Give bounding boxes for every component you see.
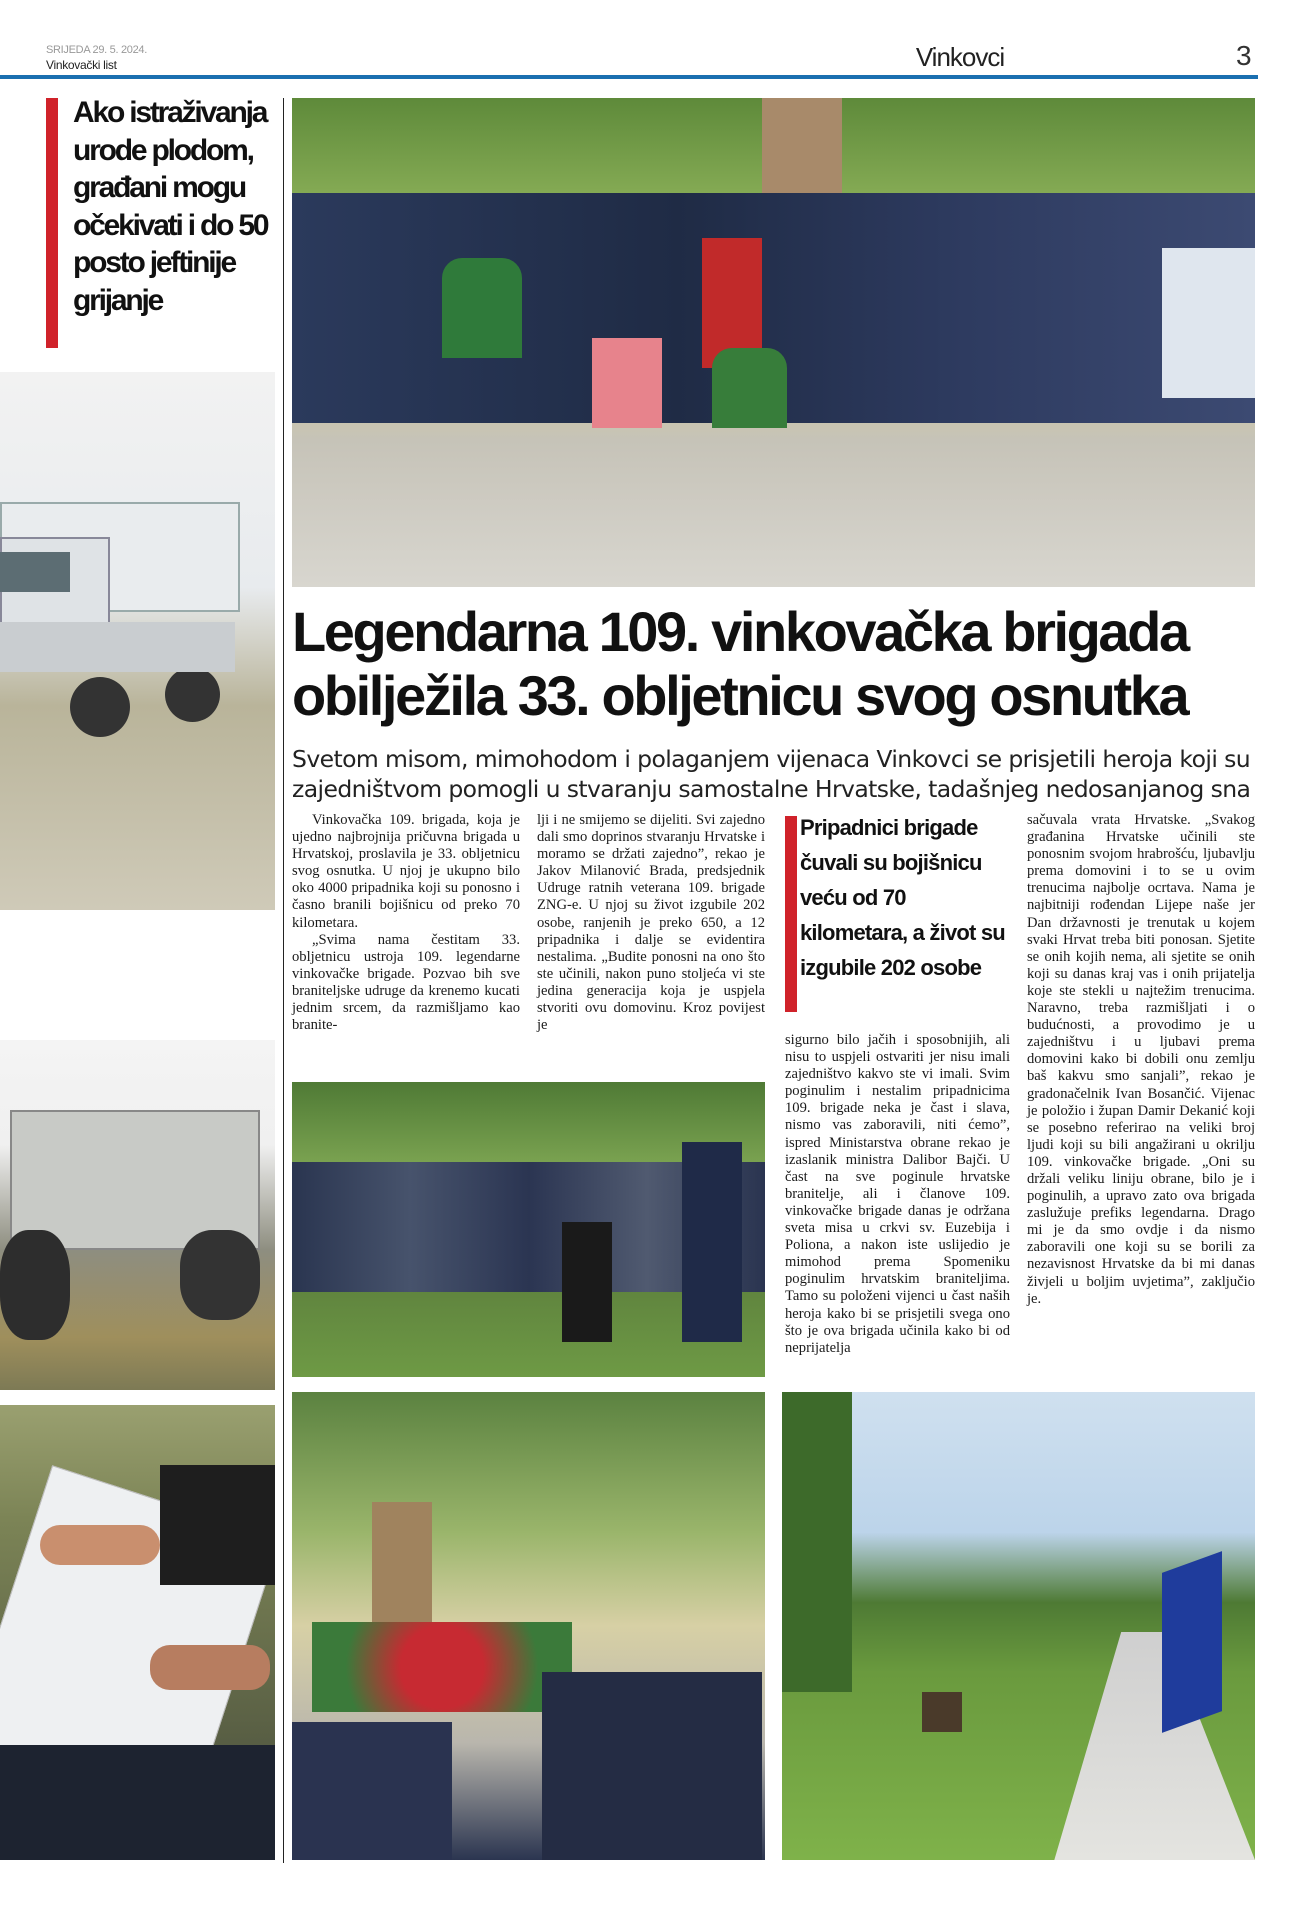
column-divider <box>283 98 284 1863</box>
page-number: 3 <box>1236 40 1252 71</box>
body-column-2 <box>537 812 765 1034</box>
sidebar-photo-drilling-rig <box>0 1040 275 1390</box>
body-paragraph: sigurno bilo jačih i sposobnijih, ali nisu to uspjeli ostvariti jer nisu imali zajedništvo kakvo ste vi imali. Svim poginulim i nestalim pripadnicima 109. brigade neka je čast i slava, nismo vas zaboravili, niti ćemo”, ispred Ministarstva obrane rekao je izaslanik ministra Dalibor Bajči. U čast na sve poginule hrvatske branitelje, ali i članove 109. vinkovačke brigade danas je održana sveta misa u crkvi sv. Euzebija i Poliona, a nakon iste uslijedio je mimohod prema Spomeniku poginulim hrvatskim braniteljima. Tamo su položeni vijenci u čast naših heroja kako bi se prisjetili svega ono što je ova brigada učinila kako bi od neprijatelja <box>785 1032 1010 1356</box>
body-paragraph: „Svima nama čestitam 33. obljetnicu ustroja 109. legendarne vinkovačke brigade. Pozvao bih sve braniteljske udruge da krenemo kucati jednim srcem, da razmišljamo kao branite- <box>292 931 520 1034</box>
main-photo-group <box>292 98 1255 587</box>
body-paragraph: sačuvala vrata Hrvatske. „Svakog građanina Hrvatske učinili ste ponosnim svojom hrabrošću, ljubavlju prema domovini i to se u ovim trenucima najbolje ocrtava. Nama je najbitniji rođendan Lijepe naše jer Dan državnosti je trenutak u kojem svaki Hrvat treba biti ponosan. Sjetite se onih kojih nema, ali sjetite se onih koji su danas kraj vas i onih prijatelja koje ste stekli u najtežim trenucima. Naravno, treba razmišljati i o budućnosti, a provodimo je u zajedništvu i u ljubavi prema domovini kako bi dobili onu zemlju baš kakvu smo sanjali”, rekao je gradonačelnik Ivan Bosančić. Vijenac je položio i župan Damir Dekanić koji se posebno referirao na veliki broj ljudi koji su bili angažirani u okrilju 109. vinkovačke brigade. „Oni su držali veliku liniju obrane, bilo je i poginulih, a upravo zato ova brigada zaslužuje prefiks legendarna. Drago mi je da smo ovdje i da nismo zaboravili one koji su se borili za nezavisnost Hrvatske da bi mi danas živjeli u boljim uvjetima”, zaključio je. <box>1027 812 1255 1307</box>
article-deck: Svetom misom, mimohodom i polaganjem vijenaca Vinkovci se prisjetili heroja koji su zajedništvom pomogli u stvaranju samostalne Hrvatske, tadašnjeg nedosanjanog sna <box>292 745 1251 803</box>
sidebar-photo-map <box>0 1405 275 1860</box>
section-title: Vinkovci <box>915 42 1005 72</box>
sidebar-accent-bar <box>46 98 58 348</box>
body-paragraph: Vinkovačka 109. brigada, koja je ujedno najbrojnija pričuvna brigada u Hrvatskoj, proslavila je 33. obljetnicu svog osnutka. U njoj je ukupno bilo oko 4000 pripadnika koji su ponosno i časno branili bojišnicu od preko 70 kilometara. <box>292 812 520 931</box>
pullquote: Pripadnici brigade čuvali su bojišnicu veću od 70 kilometara, a život su izgubile 202 osobe <box>800 815 1005 980</box>
pullquote-accent-bar <box>785 816 797 1012</box>
photo-crowd <box>292 1082 765 1377</box>
body-paragraph: lji i ne smijemo se dijeliti. Svi zajedno dali smo doprinos stvaranju Hrvatske i moramo se držati zajedno”, rekao je Jakov Milanović Brada, predsjednik Udruge ratnih veterana 109. brigade ZNG-e. U njoj su život izgubile 202 osobe, ranjenih je preko 650, a 12 pripadnika i dalje se evidentira nestalima. „Budite ponosni na ono što ste učinili, nakon puno stoljeća vi ste jedina generacija koja je uspjela stvoriti ovu domovinu. Kroz povijest je <box>537 812 765 1034</box>
article-headline <box>292 600 1272 728</box>
body-column-1 <box>292 812 520 1034</box>
issue-date: SRIJEDA 29. 5. 2024. <box>46 44 148 56</box>
headline-line-1: Legendarna 109. vinkovačka brigada <box>292 600 1188 663</box>
body-column-3 <box>785 1032 1010 1357</box>
sidebar-headline[interactable]: Ako istraživanja urode plodom, građani mogu očekivati i do 50 posto jeftinije grijanje <box>73 96 268 317</box>
newspaper-name: Vinkovački list <box>46 58 117 72</box>
photo-procession <box>782 1392 1255 1860</box>
body-column-4 <box>1027 812 1255 1308</box>
headline-line-2: obilježila 33. obljetnicu svog osnutka <box>292 664 1188 727</box>
photo-wreath-laying <box>292 1392 765 1860</box>
sidebar-photo-truck <box>0 372 275 910</box>
header-rule <box>0 75 1258 79</box>
